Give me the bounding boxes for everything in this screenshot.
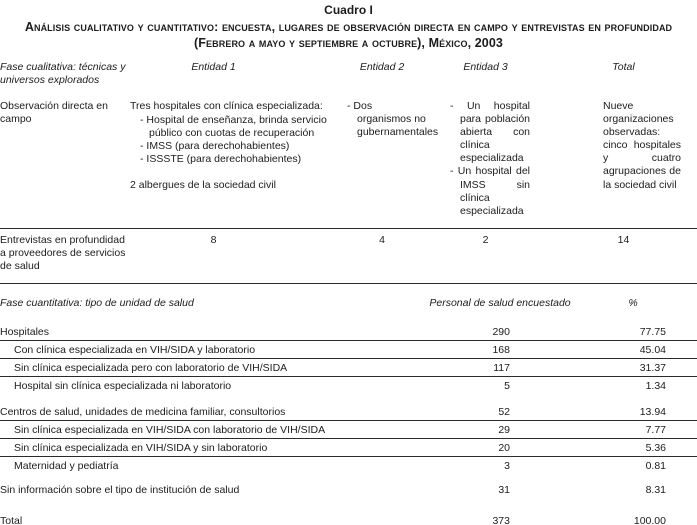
qualitative-header-row (0, 61, 697, 87)
quant-header-percent: % (628, 297, 638, 310)
row-count: 20 (498, 442, 510, 455)
table-title: Análisis cualitativo y cuantitativo: encuesta, lugares de observación directa en campo y entrevistas en profundidad (Febrero a mayo y septiembre a octubre), México, 2003 (24, 20, 673, 51)
row-count: 29 (498, 424, 510, 437)
row-count: 168 (492, 344, 510, 357)
row-count: 31 (498, 484, 510, 497)
row-percent: 13.94 (639, 406, 666, 419)
row-percent: 7.77 (645, 424, 666, 437)
quant-header-spacer (666, 297, 697, 310)
quant-row-centros-con-lab (0, 421, 697, 439)
row-percent: 8.31 (645, 484, 666, 497)
quant-row-hospitales (0, 323, 697, 341)
row-percent: 100.00 (633, 515, 666, 525)
section-gap (0, 395, 697, 403)
quant-row-centros-salud (0, 403, 697, 421)
interviews-total-value: 14 (617, 233, 630, 246)
row-count: 3 (504, 460, 510, 473)
row-label: Centros de salud, unidades de medicina familiar, consultorios (0, 406, 286, 419)
row-count: 5 (504, 380, 510, 393)
qual-header-entity1: Entidad 1 (191, 60, 236, 73)
row-label: Hospitales (0, 326, 50, 339)
entity1-item: - IMSS (para derechohabientes) (130, 140, 327, 153)
interviews-entity2-value: 4 (379, 233, 385, 246)
row-percent: 77.75 (639, 326, 666, 339)
row-count: 52 (498, 406, 510, 419)
interviews-entity1-value: 8 (210, 233, 217, 246)
row-label: Sin clínica especializada en VIH/SIDA y sin laboratorio (14, 442, 268, 455)
quant-row-maternidad (0, 457, 697, 475)
row-percent: 1.34 (645, 380, 666, 393)
section-gap (0, 499, 697, 512)
observation-label: Observación directa en campo (0, 99, 108, 125)
row-percent: 0.81 (645, 460, 666, 473)
observation-entity2-cell (335, 100, 445, 218)
qual-header-total: Total (612, 60, 635, 73)
entity1-footer: 2 albergues de la sociedad civil (130, 179, 276, 192)
row-percent: 31.37 (639, 362, 666, 375)
row-count: 290 (492, 326, 510, 339)
entity3-item: - Un hospital del IMSS sin clínica especializada (450, 165, 530, 218)
quant-row-total (0, 512, 697, 525)
qual-header-entity3: Entidad 3 (463, 60, 508, 73)
table-number: Cuadro I (324, 3, 373, 17)
row-label: Sin clínica especializada pero con laboratorio de VIH/SIDA (14, 362, 288, 375)
qual-header-entity2: Entidad 2 (359, 60, 405, 73)
interviews-row (0, 228, 697, 284)
entity2-item: - Dos organismos no gubernamentales (347, 100, 429, 139)
row-count: 117 (493, 362, 510, 375)
entity1-item: - Hospital de enseñanza, brinda servicio público con cuotas de recuperación (130, 114, 327, 140)
observation-total-cell: Nueve organizaciones observadas: cinco hospitales y cuatro agrupaciones de la sociedad civil (603, 99, 681, 191)
entity1-item: - ISSSTE (para derechohabientes) (130, 153, 327, 166)
quantitative-rows (0, 323, 697, 525)
row-label: Sin información sobre el tipo de institución de salud (0, 484, 240, 497)
row-label: Hospital sin clínica especializada ni laboratorio (14, 380, 232, 393)
entity3-item: - Un hospital para población abierta con clínica especializada (450, 100, 530, 166)
quant-header-personnel: Personal de salud encuestado (429, 297, 571, 310)
observation-entity1-cell (130, 100, 335, 218)
row-count: 373 (492, 515, 510, 525)
row-percent: 45.04 (639, 344, 666, 357)
observation-row (0, 100, 697, 218)
interviews-label: Entrevistas en profundidad a proveedores de servicios de salud (0, 233, 126, 273)
quant-row-sin-informacion (0, 481, 697, 499)
quantitative-header-row (0, 297, 697, 310)
interviews-entity3-value: 2 (482, 233, 489, 246)
row-label: Maternidad y pediatría (14, 460, 119, 473)
quant-row-hospital-sin-clinica (0, 377, 697, 395)
quant-header-label: Fase cuantitativa: tipo de unidad de salud (0, 297, 194, 310)
row-percent: 5.36 (645, 442, 666, 455)
row-label: Con clínica especializada en VIH/SIDA y laboratorio (14, 344, 256, 357)
entity1-intro: Tres hospitales con clínica especializada: (130, 99, 323, 112)
observation-entity3-cell (445, 100, 560, 218)
quant-row-con-clinica-lab (0, 341, 697, 359)
row-label: Sin clínica especializada en VIH/SIDA con laboratorio de VIH/SIDA (14, 424, 326, 437)
row-label: Total (0, 515, 23, 525)
quant-row-sin-clinica-con-lab (0, 359, 697, 377)
qual-header-phase: Fase cualitativa: técnicas y universos explorados (0, 60, 126, 86)
quant-row-centros-sin-lab (0, 439, 697, 457)
